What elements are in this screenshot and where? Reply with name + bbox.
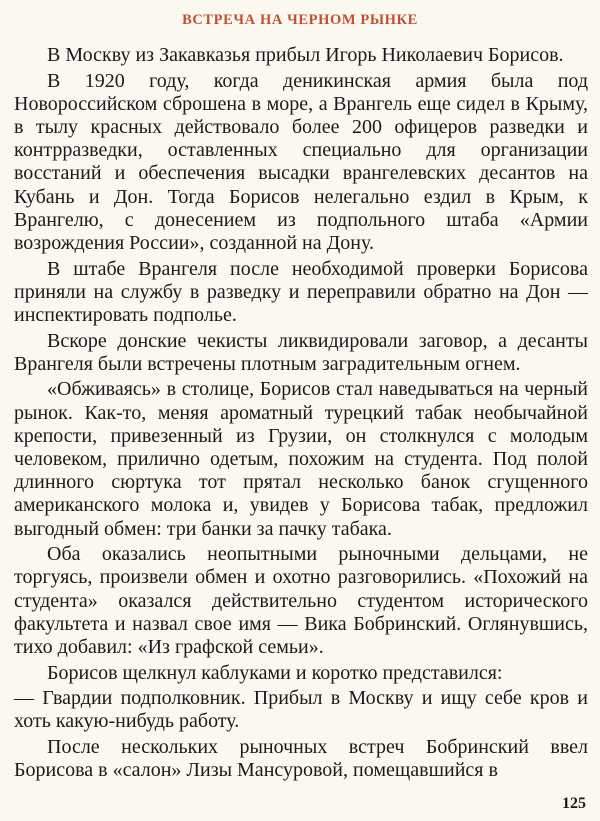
paragraph: Оба оказались неопытными рыночными дельцами, не торгуясь, произвели обмен и охотно разговорились. «Похожий на студента» оказался действительно студентом исторического факультета и назвал свое имя — Вика Бобринский. Оглянувшись, тихо добавил: «Из графской семьи». <box>14 543 588 659</box>
paragraph: Вскоре донские чекисты ликвидировали заговор, а десанты Врангеля были встречены плотным заградительным огнем. <box>14 329 588 375</box>
paragraph: В 1920 году, когда деникинская армия была под Новороссийском сброшена в море, а Врангель еще сидел в Крыму, в тылу красных действовало более 200 офицеров разведки и контрразведки, оставленных специально для организации восстаний и обеспечения высадки врангелевских десантов на Кубань и Дон. Тогда Борисов нелегально ездил в Крым, к Врангелю, с донесением из подпольного штаба «Армии возрождения России», созданной на Дону. <box>14 69 588 255</box>
paragraph: Борисов щелкнул каблуками и коротко представился: <box>47 661 503 684</box>
dialogue-line: — Гвардии подполковник. Прибыл в Москву и ищу себе кров и хоть какую-нибудь работу. <box>14 687 588 733</box>
paragraph: «Обживаясь» в столице, Борисов стал наведываться на черный рынок. Как-то, меняя ароматный турецкий табак необычайной крепости, привезенный из Грузии, он столкнулся с молодым человеком, прилично одетым, похожим на студента. Под полой длинного сюртука тот прятал несколько банок сгущенного американского молока и, увидев у Борисова табак, предложил выгодный обмен: три банки за пачку табака. <box>14 378 588 540</box>
running-title: ВСТРЕЧА НА ЧЕРНОМ РЫНКЕ <box>182 12 418 28</box>
paragraph: В Москву из Закавказья прибыл Игорь Николаевич Борисов. <box>47 44 564 66</box>
paragraph: В штабе Врангеля после необходимой проверки Борисова приняли на службу в разведку и переправили обратно на Дон — инспектировать подполье. <box>14 257 588 327</box>
body-text <box>14 44 588 785</box>
paragraph: После нескольких рыночных встреч Бобринский ввел Борисова в «салон» Лизы Мансуровой, помещавшийся в <box>14 736 588 782</box>
page-number: 125 <box>562 795 586 812</box>
